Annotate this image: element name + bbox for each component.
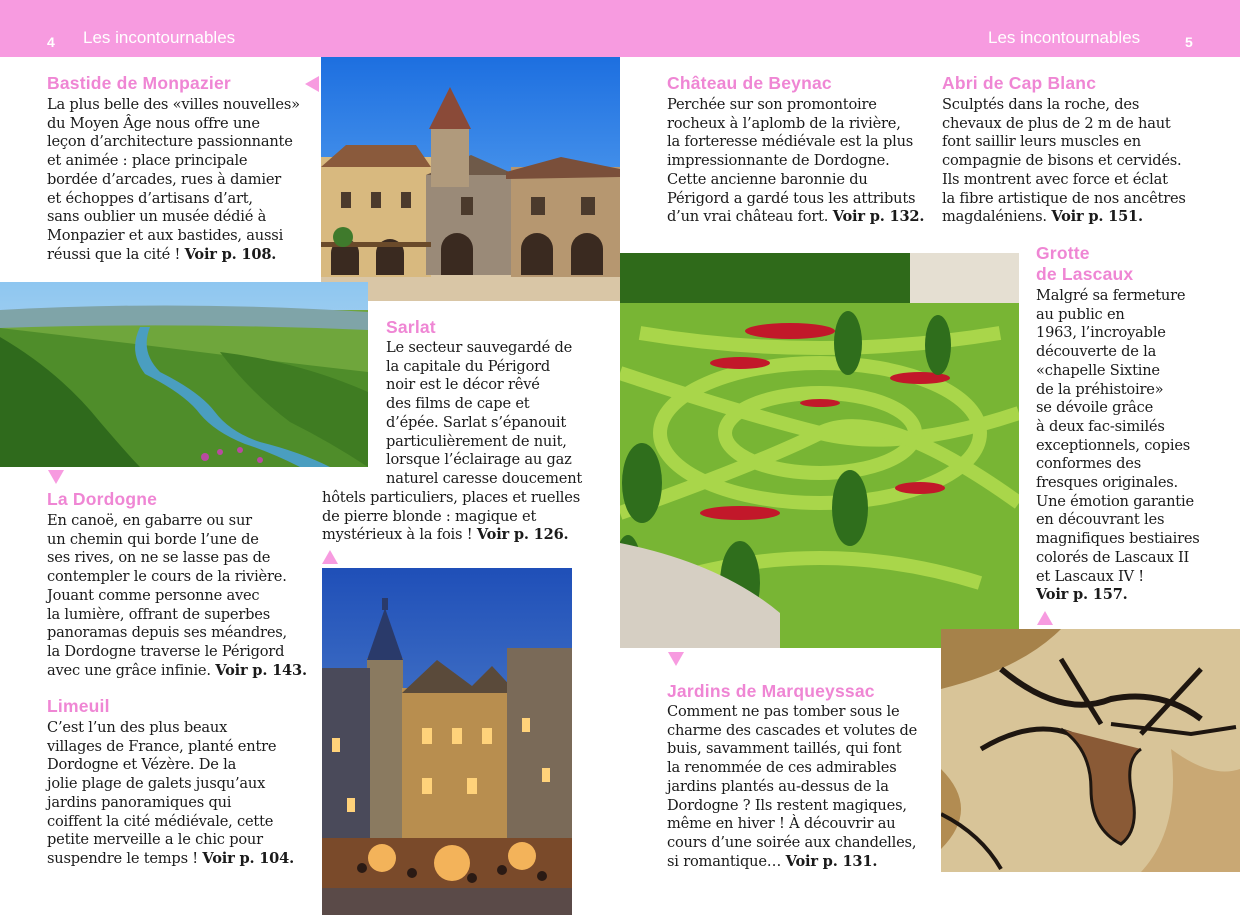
text-line: de pierre blonde : magique et (322, 507, 537, 525)
text-line: ses rives, on ne se lasse pas de (47, 549, 271, 567)
text-line: Le secteur sauvegardé de (386, 339, 573, 356)
text-line: sans oublier un musée dédié à (47, 208, 267, 226)
text-line: des films de cape et (386, 395, 530, 413)
text-line: Cette ancienne baronnie du (667, 170, 868, 188)
text-line: Malgré sa fermeture (1036, 287, 1186, 304)
text-line: impressionnante de Dordogne. (667, 152, 890, 170)
text-dordogne (47, 512, 307, 680)
text-line: Dordogne ? Ils restent magiques, (667, 796, 907, 814)
text-line: et échoppes d’artisans d’art, (47, 189, 253, 207)
text-line: si romantique… (667, 852, 782, 870)
text-sarlat-bottom (322, 489, 580, 545)
text-line: C’est l’un des plus beaux (47, 719, 228, 736)
right-page-number: 5 (1185, 34, 1193, 50)
text-line: exceptionnels, copies (1036, 436, 1191, 454)
text-line: coiffent la cité médiévale, cette (47, 812, 274, 830)
text-limeuil (47, 719, 294, 869)
photo-dordogne-valley (0, 282, 368, 467)
arrow-down-marqueyssac (668, 652, 684, 666)
left-running-title: Les incontournables (83, 28, 236, 47)
text-line: lorsque l’éclairage au gaz (386, 451, 572, 469)
text-line: buis, savamment taillés, qui font (667, 740, 902, 758)
text-line: jolie plage de galets jusqu’aux (47, 775, 266, 793)
text-line: la lumière, offrant de superbes (47, 605, 271, 623)
text-line: colorés de Lascaux II (1036, 548, 1190, 566)
text-line: noir est le décor rêvé (386, 376, 540, 394)
text-line: un chemin qui borde l’une de (47, 530, 259, 548)
text-line: de la préhistoire» (1036, 380, 1164, 398)
text-line: hôtels particuliers, places et ruelles (322, 489, 580, 506)
text-line: villages de France, planté entre (47, 737, 277, 755)
title-marqueyssac: Jardins de Marqueyssac (667, 681, 875, 701)
see-page-ref: Voir p. 126. (476, 526, 569, 544)
text-line: fresques originales. (1036, 474, 1178, 492)
text-line: du Moyen Âge nous offre une (47, 114, 260, 132)
text-line: avec une grâce infinie. (47, 661, 211, 679)
text-line: compagnie de bisons et cervidés. (942, 152, 1182, 170)
text-monpazier (47, 96, 300, 264)
text-line: En canoë, en gabarre ou sur (47, 512, 252, 529)
text-line: jardins plantés au-dessus de la (667, 777, 889, 795)
text-line: conformes des (1036, 455, 1141, 473)
text-line: à deux fac-similés (1036, 417, 1165, 435)
text-line: Monpazier et aux bastides, aussi (47, 226, 284, 244)
text-line: réussi que la cité ! (47, 245, 181, 263)
text-marqueyssac (667, 703, 917, 871)
text-line: petite merveille a le chic pour (47, 831, 263, 849)
text-line: et Lascaux IV ! (1036, 567, 1144, 585)
text-line: Perchée sur son promontoire (667, 96, 877, 113)
text-line: et animée : place principale (47, 152, 248, 170)
text-line: la forteresse médiévale est la plus (667, 133, 914, 151)
title-cap-blanc: Abri de Cap Blanc (942, 73, 1097, 93)
title-monpazier: Bastide de Monpazier (47, 73, 231, 93)
text-line: même en hiver ! À découvrir au (667, 815, 896, 833)
see-page-ref: Voir p. 157. (1036, 586, 1128, 604)
photo-sarlat-night (322, 568, 572, 915)
arrow-up-sarlat (322, 550, 338, 564)
title-beynac: Château de Beynac (667, 73, 832, 93)
text-line: se dévoile grâce (1036, 399, 1154, 417)
text-line: d’épée. Sarlat s’épanouit (386, 413, 566, 431)
see-page-ref: Voir p. 132. (832, 208, 925, 226)
page-header-band (0, 0, 1240, 57)
text-line: mystérieux à la fois ! (322, 526, 473, 544)
see-page-ref: Voir p. 108. (184, 245, 277, 263)
text-line: magnifiques bestiaires (1036, 530, 1200, 548)
left-page-number: 4 (47, 34, 55, 50)
text-line: «chapelle Sixtine (1036, 361, 1160, 379)
text-line: Une émotion garantie (1036, 492, 1194, 510)
photo-monpazier-square (321, 57, 620, 301)
see-page-ref: Voir p. 104. (202, 849, 294, 867)
text-line: bordée d’arcades, rues à damier (47, 170, 282, 188)
text-line: Sculptés dans la roche, des (942, 96, 1140, 113)
text-line: rocheux à l’aplomb de la rivière, (667, 114, 901, 132)
text-line: au public en (1036, 305, 1125, 323)
see-page-ref: Voir p. 151. (1051, 208, 1143, 226)
text-line: d’un vrai château fort. (667, 208, 829, 226)
text-line: panoramas depuis ses méandres, (47, 624, 287, 642)
text-line: particulièrement de nuit, (386, 432, 567, 450)
text-line: la fibre artistique de nos ancêtres (942, 189, 1186, 207)
title-lascaux-line1: Grotte (1036, 243, 1090, 263)
text-line: charme des cascades et volutes de (667, 721, 918, 739)
arrow-up-lascaux (1037, 611, 1053, 625)
text-line: Périgord a gardé tous les attributs (667, 189, 916, 207)
text-line: leçon d’architecture passionnante (47, 133, 293, 151)
title-limeuil: Limeuil (47, 696, 110, 716)
text-line: Jouant comme personne avec (47, 586, 260, 604)
text-line: font saillir leurs muscles en (942, 133, 1141, 151)
text-lascaux (1036, 287, 1200, 605)
photo-lascaux-painting (941, 629, 1240, 872)
text-line: Comment ne pas tomber sous le (667, 703, 900, 720)
title-dordogne: La Dordogne (47, 489, 158, 509)
text-beynac (667, 96, 924, 227)
text-line: La plus belle des «villes nouvelles» (47, 96, 300, 113)
text-line: Dordogne et Vézère. De la (47, 756, 237, 774)
text-line: cours d’une soirée aux chandelles, (667, 833, 917, 851)
title-sarlat: Sarlat (386, 317, 436, 337)
arrow-down-dordogne (48, 470, 64, 484)
text-line: 1963, l’incroyable (1036, 324, 1166, 342)
text-line: la renommée de ces admirables (667, 759, 897, 777)
text-line: jardins panoramiques qui (47, 793, 232, 811)
text-line: Ils montrent avec force et éclat (942, 170, 1168, 188)
text-sarlat-top (386, 339, 582, 489)
text-line: la Dordogne traverse le Périgord (47, 642, 285, 660)
see-page-ref: Voir p. 131. (785, 852, 878, 870)
text-line: découverte de la (1036, 343, 1157, 361)
text-line: chevaux de plus de 2 m de haut (942, 114, 1171, 132)
text-line: la capitale du Périgord (386, 357, 551, 375)
text-line: suspendre le temps ! (47, 849, 198, 867)
text-line: magdaléniens. (942, 208, 1047, 226)
text-line: en découvrant les (1036, 511, 1165, 529)
title-lascaux-line2: de Lascaux (1036, 264, 1134, 284)
right-running-title: Les incontournables (988, 28, 1141, 47)
arrow-left-monpazier (305, 76, 319, 92)
text-line: naturel caresse doucement (386, 469, 583, 487)
photo-marqueyssac-gardens (620, 253, 1019, 648)
see-page-ref: Voir p. 143. (215, 661, 307, 679)
text-line: contempler le cours de la rivière. (47, 568, 287, 586)
text-cap-blanc (942, 96, 1186, 227)
